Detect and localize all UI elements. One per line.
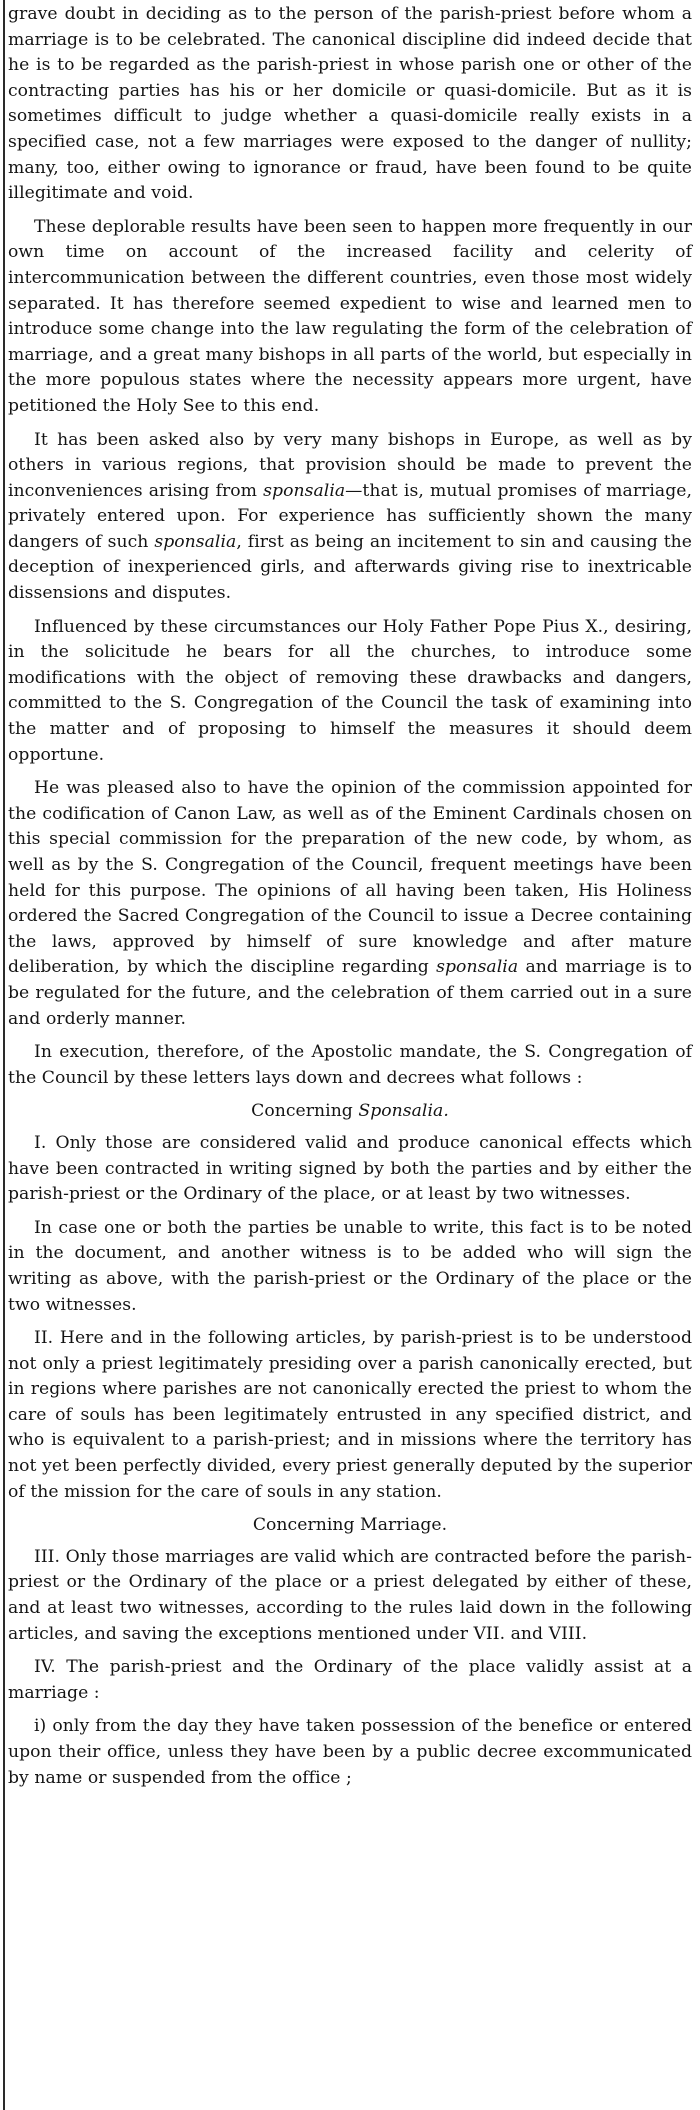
paragraph: In case one or both the parties be unable to write, this fact is to be noted in the document, and another witness is to be added who will sign the writing as above, with the parish-priest or the Ordinary of the place or the two witnesses. — [8, 1217, 692, 1315]
italic-term: sponsalia— — [263, 480, 363, 501]
heading-italic: Sponsalia. — [358, 1101, 449, 1122]
paragraph-text: It has been asked also by very many bishops in Europe, as well as by others in various regions, that provision should be made to prevent the inconveniences arising from — [8, 429, 692, 501]
paragraph: Influenced by these circumstances our Holy Father Pope Pius X., desiring, in the solicitude he bears for all the churches, to introduce some modifications with the object of removing these drawbacks and dangers, committed to the S. Congregation of the Council the task of examining into the matter and of proposing to himself the measures it should deem opportune. — [8, 616, 692, 765]
sub-clause-paragraph: i) only from the day they have taken possession of the benefice or entered upon their office, unless they have been by a public decree excommunicated by name or suspended from the office ; — [8, 1716, 692, 1788]
paragraph-text: that is, mutual promises of marriage, privately entered upon. For experience has sufficiently shown the many dangers of such — [8, 480, 692, 552]
section-heading-marriage: Concerning Marriage. — [252, 1515, 448, 1536]
paragraph-text: He was pleased also to have the opinion of the commission appointed for the codification of Canon Law, as well as of the Eminent Cardinals chosen on this special commission for the preparation of the new code, by whom, as well as by the S. Congregation of the Council, frequent meetings have been held for this purpose. The opinions of all having been taken, His Holiness ordered the Sacred Congregation of the Council to issue a Decree containing the laws, approved by himself of sure knowledge and after mature deliberation, by which the discipline regarding — [8, 778, 692, 978]
section-heading-sponsalia — [8, 1099, 692, 1125]
article-paragraph: I. Only those are considered valid and produce canonical effects which have been contracted in writing signed by both the parties and by either the parish-priest or the Ordinary of the place, or at least by two witnesses. — [8, 1132, 692, 1205]
article-paragraph: III. Only those marriages are valid which are contracted before the parish-priest or the Ordinary of the place or a priest delegated by either of these, and at least two witnesses, according to the rules laid down in the following articles, and saving the exceptions mentioned under VII. and VIII. — [8, 1546, 692, 1644]
italic-term: sponsalia — [436, 957, 519, 978]
paragraph — [8, 776, 692, 1032]
paragraph: These deplorable results have been seen to happen more frequently in our own time on account of the increased facility and celerity of intercommunication between the different countries, even those most widely separated. It has therefore seemed expedient to wise and learned men to introduce some change into the law regulating the form of the celebration of marriage, and a great many bishops in all parts of the world, but especially in the more populous states where the necessity appears more urgent, have petitioned the Holy See to this end. — [8, 216, 692, 416]
heading-text: Concerning — [251, 1101, 359, 1122]
paragraph — [8, 428, 692, 607]
paragraph: In execution, therefore, of the Apostolic mandate, the S. Congregation of the Council by these letters lays down and decrees what follows : — [8, 1042, 692, 1088]
italic-term: sponsalia — [154, 531, 237, 552]
paragraph: grave doubt in deciding as to the person of the parish-priest before whom a marriage is to be celebrated. The canonical discipline did indeed decide that he is to be regarded as the parish-priest in whose parish one or other of the contracting parties has his or her domicile or quasi-domicile. But as it is sometimes difficult to judge whether a quasi-domicile really exists in a specified case, not a few marriages were exposed to the danger of nullity; many, too, either owing to ignorance or fraud, have been found to be quite illegitimate and void. — [8, 4, 692, 204]
article-paragraph: II. Here and in the following articles, by parish-priest is to be understood not only a priest legitimately presiding over a parish canonically erected, but in regions where parishes are not canonically erected the priest to whom the care of souls has been legitimately entrusted in any specified district, and who is equivalent to a parish-priest; and in missions where the territory has not yet been perfectly divided, every priest generally deputed by the superior of the mission for the care of souls in any station. — [8, 1328, 692, 1502]
paragraph-text: and marriage is to be regulated for the future, and the celebration of them carried out in a sure and orderly manner. — [8, 957, 692, 1029]
paragraph-text: , first as being an incitement to sin and causing the deception of inexperienced girls, and afterwards giving rise to inextricable dissensions and disputes. — [8, 531, 692, 604]
article-paragraph: IV. The parish-priest and the Ordinary of the place validly assist at a marriage : — [8, 1657, 692, 1703]
